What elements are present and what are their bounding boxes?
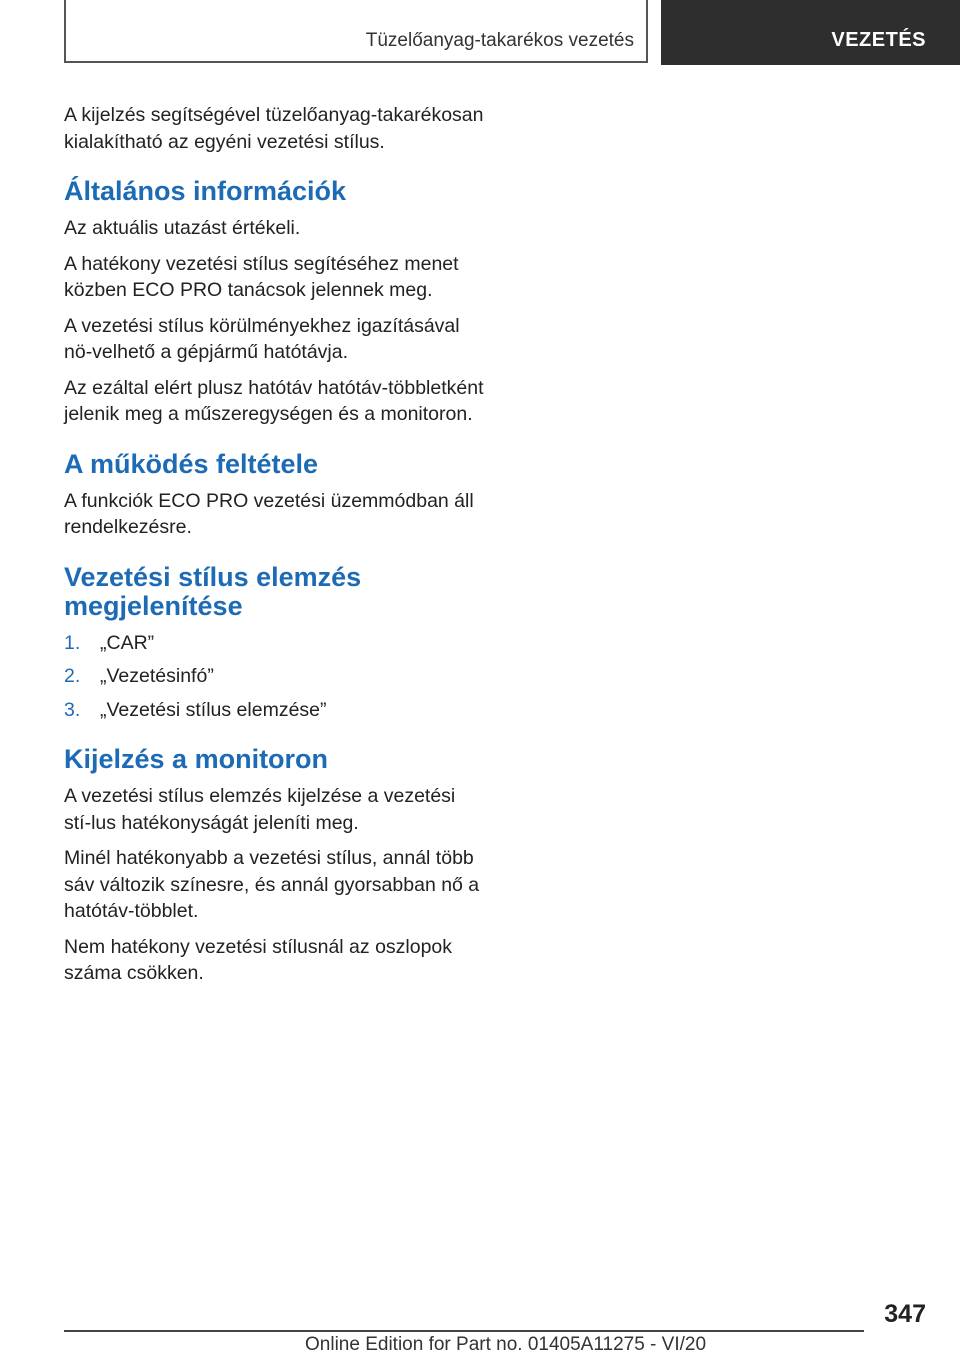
step-text: „CAR” [100, 631, 155, 654]
paragraph: Az ezáltal elért plusz hatótáv hatótáv-többletként jelenik meg a műszeregységen és a monitoron. [64, 376, 484, 425]
heading-monitor-display: Kijelzés a monitoron [64, 744, 329, 774]
heading-driving-style-analysis: Vezetési stílus elemzés megjelenítése [64, 561, 362, 621]
header-title-box [64, 0, 648, 63]
paragraph: A vezetési stílus körülményekhez igazításával nö‐velhető a gépjármű hatótávja. [64, 314, 460, 363]
page-number: 347 [884, 1300, 926, 1328]
paragraph: A hatékony vezetési stílus segítéséhez menet közben ECO PRO tanácsok jelennek meg. [64, 252, 459, 301]
step-text: „Vezetésinfó” [100, 665, 214, 687]
paragraph: Az aktuális utazást értékeli. [64, 217, 301, 239]
step-number: 2. [64, 665, 81, 687]
heading-general-info: Általános információk [64, 176, 347, 206]
step-number: 1. [64, 631, 81, 654]
footer-edition: Online Edition for Part no. 01405A11275 - VI/20 [305, 1334, 707, 1355]
step-text: „Vezetési stílus elemzése” [100, 698, 327, 721]
steps-list [64, 630, 484, 724]
paragraph: Nem hatékony vezetési stílusnál az oszlopok száma csökken. [64, 935, 453, 984]
section-name: VEZETÉS [831, 29, 926, 51]
heading-operating-condition: A működés feltétele [64, 448, 319, 479]
footer-divider [64, 1330, 864, 1332]
page-content [64, 102, 484, 996]
step-number: 3. [64, 698, 81, 721]
paragraph: A vezetési stílus elemzés kijelzése a vezetési stí‐lus hatékonyságát jeleníti meg. [64, 785, 456, 834]
header-section-tab [661, 0, 960, 65]
running-header-title: Tüzelőanyag-takarékos vezetés [365, 30, 634, 51]
paragraph: A funkciók ECO PRO vezetési üzemmódban áll rendelkezésre. [64, 489, 474, 538]
paragraph: Minél hatékonyabb a vezetési stílus, annál több sáv változik színesre, és annál gyorsabban nő a hatótáv-többlet. [64, 847, 480, 922]
list-item [64, 630, 484, 657]
intro-paragraph: A kijelzés segítségével tüzelőanyag-takarékosan kialakítható az egyéni vezetési stílus. [64, 104, 484, 153]
list-item [64, 663, 484, 690]
list-item [64, 697, 484, 724]
